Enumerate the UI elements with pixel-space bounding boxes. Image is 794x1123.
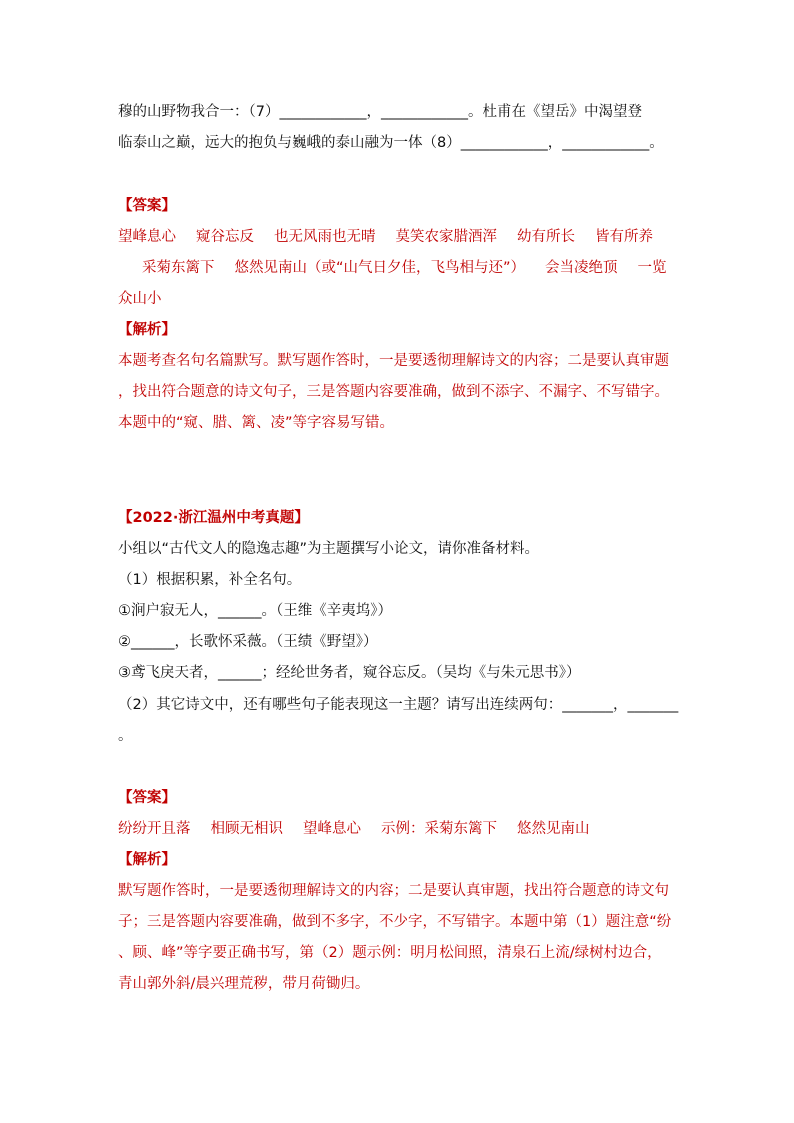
answer-item: 悠然见南山（或“山气日夕佳，飞鸟相与还”） xyxy=(234,260,526,276)
answer-item: 窥谷忘反 xyxy=(196,229,254,245)
answer-item: 悠然见南山 xyxy=(517,821,590,837)
answer-item: 采菊东篱下 xyxy=(142,260,215,276)
answer-item: 也无风雨也无晴 xyxy=(274,229,376,245)
answer-item: 一览 xyxy=(637,260,667,276)
answers-row-1 xyxy=(118,227,673,247)
answer-heading-1: 【答案】 xyxy=(118,198,176,214)
answer-item: 相顾无相识 xyxy=(210,821,283,837)
question-intro: 小组以“古代文人的隐逸志趣”为主题撰写小论文，请你准备材料。 xyxy=(118,541,540,557)
answer-item: 会当凌绝顶 xyxy=(545,260,618,276)
top-text-line-1: 穆的山野物我合一：（7）____________，____________。杜甫在《望岳》中渴望登 xyxy=(118,104,642,120)
answer-item: 示例：采菊东篱下 xyxy=(381,821,497,837)
analysis-heading-1: 【解析】 xyxy=(118,322,176,338)
answer-item: 纷纷开且落 xyxy=(118,821,191,837)
question-item-1: ①涧户寂无人，______。（王维《辛夷坞》） xyxy=(118,603,392,619)
answer-item: 望峰息心 xyxy=(303,821,361,837)
analysis-1-line-3: 本题中的“窥、腊、篱、凌”等字容易写错。 xyxy=(118,415,395,431)
question-item-2: ②______，长歌怀采薇。（王绩《野望》） xyxy=(118,634,378,650)
answer-heading-2: 【答案】 xyxy=(118,790,176,806)
answer-item: 望峰息心 xyxy=(118,229,176,245)
answer-item: 皆有所养 xyxy=(595,229,653,245)
analysis-1-line-2: ，找出符合题意的诗文句子，三是答题内容要准确，做到不添字、不漏字、不写错字。 xyxy=(118,384,669,400)
analysis-2-line-2: 子；三是答题内容要准确，做到不多字，不少字，不写错字。本题中第（1）题注意“纷 xyxy=(118,914,672,930)
analysis-1-line-1: 本题考查名句名篇默写。默写题作答时，一是要透彻理解诗文的内容；二是要认真审题 xyxy=(118,353,669,369)
answer-item: 幼有所长 xyxy=(517,229,575,245)
question-source: 【2022·浙江温州中考真题】 xyxy=(118,510,309,526)
analysis-heading-2: 【解析】 xyxy=(118,852,176,868)
answers-2 xyxy=(118,819,610,839)
analysis-2-line-1: 默写题作答时，一是要透彻理解诗文的内容；二是要认真审题，找出符合题意的诗文句 xyxy=(118,883,669,899)
question-part-2-end: 。 xyxy=(118,728,133,744)
top-text-line-2: 临泰山之巅，远大的抱负与巍峨的泰山融为一体（8）____________，____________。 xyxy=(118,135,664,151)
analysis-2-line-3: 、顾、峰”等字要正确书写，第（2）题示例：明月松间照，清泉石上流/绿树村边合， xyxy=(118,945,662,961)
question-part-2: （2）其它诗文中，还有哪些句子能表现这一主题？请写出连续两句：_______，_______ xyxy=(118,697,679,713)
answer-item: 莫笑农家腊酒浑 xyxy=(395,229,497,245)
answers-row-3: 众山小 xyxy=(118,291,162,307)
question-part-1: （1）根据积累，补全名句。 xyxy=(118,572,302,588)
question-item-3: ③鸢飞戾天者，______；经纶世务者，窥谷忘反。（吴均《与朱元思书》） xyxy=(118,665,581,681)
analysis-2-line-4: 青山郭外斜/晨兴理荒秽，带月荷锄归。 xyxy=(118,976,370,992)
answers-row-2 xyxy=(142,258,687,278)
